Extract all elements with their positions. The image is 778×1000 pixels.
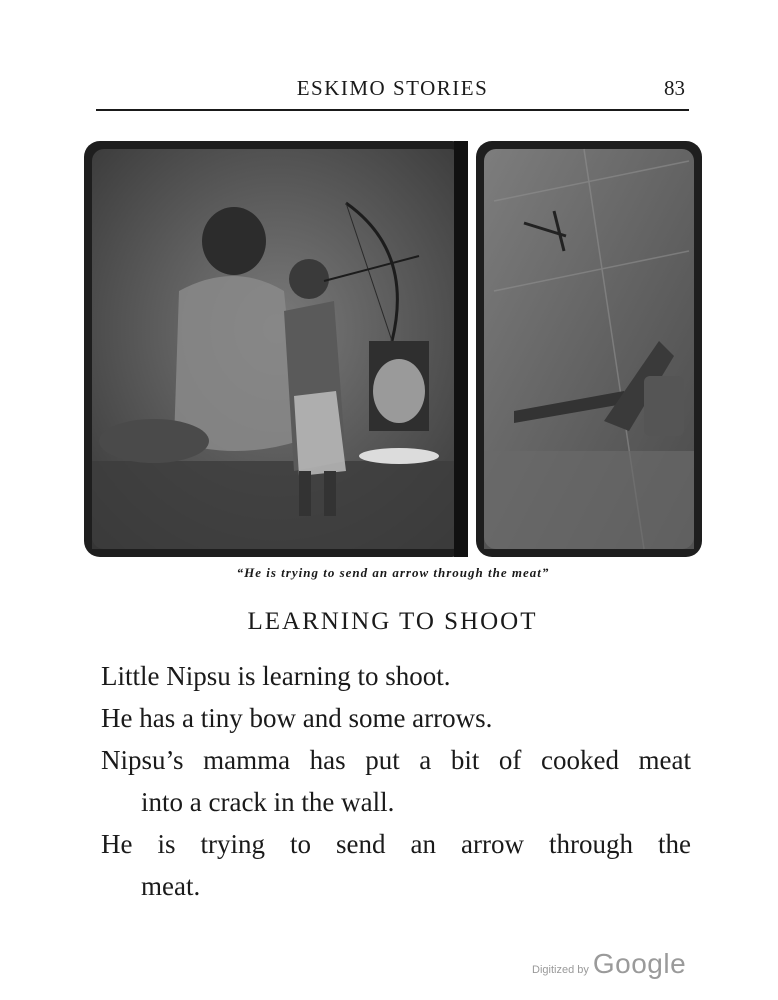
watermark-brand: Google [592,948,687,979]
running-title: ESKIMO STORIES [296,76,489,100]
illustration-image [84,141,702,557]
left-panel [84,141,468,557]
story-line: He has a tiny bow and some arrows. [101,703,493,733]
story-text [101,655,691,907]
story-line: meat. [141,871,201,901]
story-line: Nipsu’s mamma has put a bit of cooked meat [101,745,691,775]
running-head [96,76,689,106]
page-number: 83 [664,76,685,100]
story-line: He is trying to send an arrow through the [101,829,691,859]
story-line: into a crack in the wall. [141,787,395,817]
right-panel [476,141,702,557]
watermark-prefix: Digitized by [532,964,589,976]
illustration-caption: “He is trying to send an arrow through the meat” [236,565,550,580]
story-line: Little Nipsu is learning to shoot. [101,661,451,691]
header-rule [96,109,689,111]
chapter-title: LEARNING TO SHOOT [247,608,538,635]
digitized-watermark [532,948,686,980]
illustration-plate [84,141,702,557]
